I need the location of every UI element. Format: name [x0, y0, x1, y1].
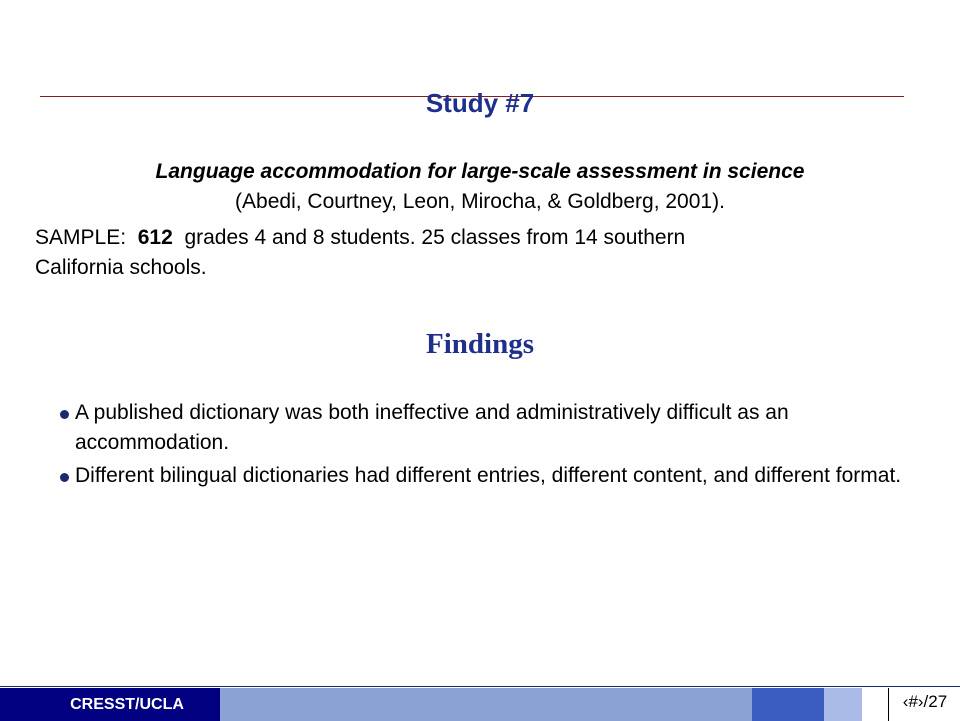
- study-citation: (Abedi, Courtney, Leon, Mirocha, & Goldberg, 2001).: [235, 190, 725, 213]
- footer-segment: [752, 688, 824, 721]
- findings-list: [60, 398, 920, 494]
- sample-count: 612: [137, 226, 173, 249]
- bullet-icon: [60, 410, 69, 419]
- footer-segment: [862, 688, 888, 721]
- finding-text: Different bilingual dictionaries had different entries, different content, and different format.: [75, 464, 902, 487]
- footer-segment: [0, 688, 34, 721]
- finding-text: A published dictionary was both ineffective and administratively difficult as an accommodation.: [75, 401, 789, 454]
- list-item: [60, 461, 920, 491]
- footer-segment: [220, 688, 752, 721]
- slide-title: Study #7: [425, 88, 535, 118]
- bullet-icon: [60, 473, 69, 482]
- sample-text-line1: grades 4 and 8 students. 25 classes from 14 southern: [184, 226, 686, 249]
- list-item: [60, 398, 920, 458]
- sample-label: SAMPLE:: [35, 226, 127, 249]
- study-subtitle: Language accommodation for large-scale assessment in science: [155, 160, 805, 183]
- findings-heading: Findings: [426, 328, 534, 360]
- sample-text-line2: California schools.: [35, 256, 207, 279]
- page-number: ‹#›/27: [888, 688, 960, 721]
- footer-segment: [824, 688, 862, 721]
- footer-label: CRESST/UCLA: [34, 688, 220, 721]
- sample-description: [35, 223, 915, 283]
- footer-bar: [0, 686, 960, 721]
